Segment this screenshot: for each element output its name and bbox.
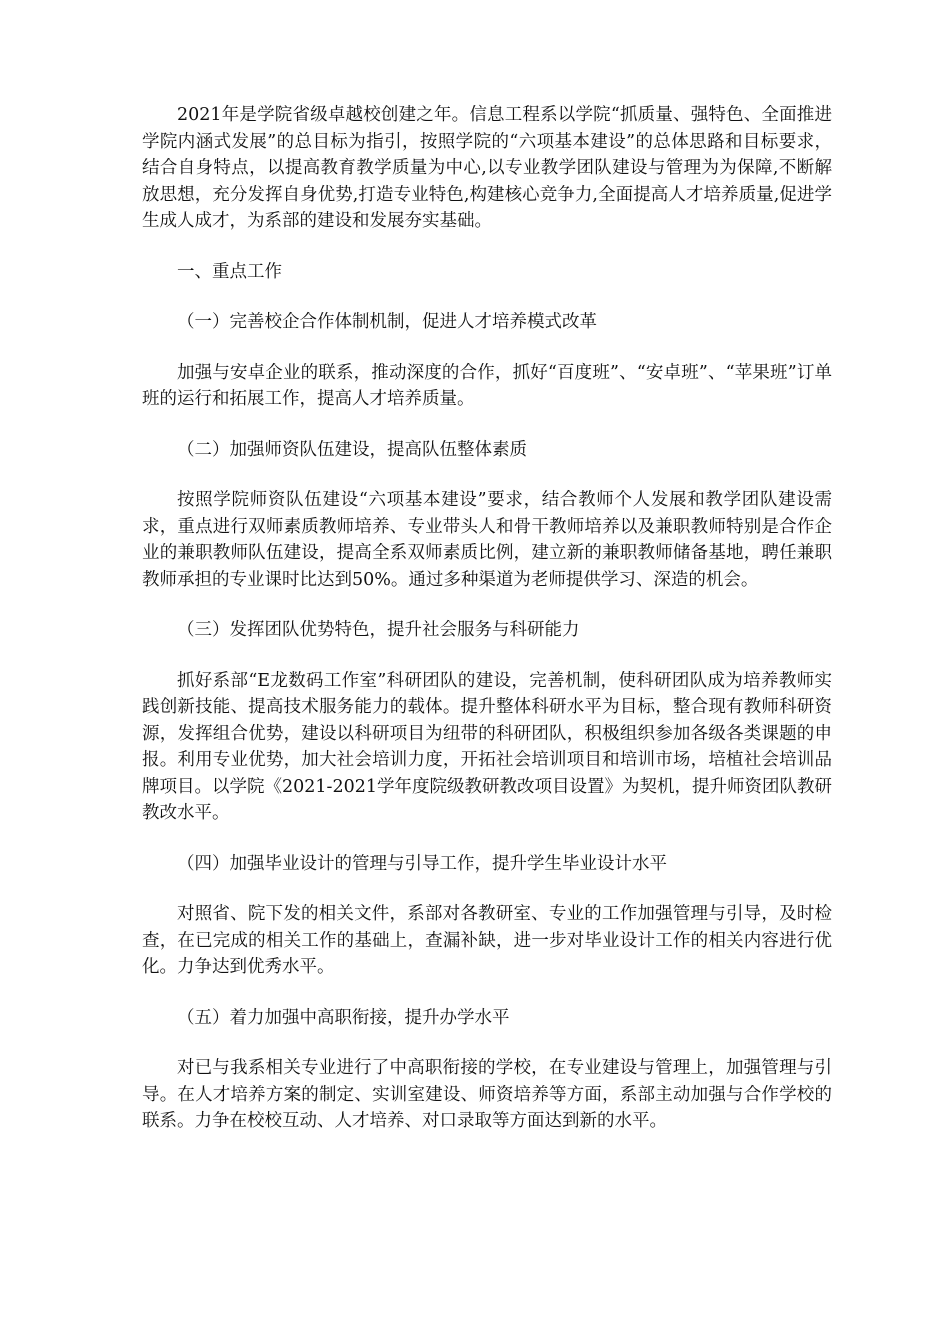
spacer — [142, 1031, 832, 1055]
document-page — [142, 102, 832, 1135]
intro-paragraph: 2021年是学院省级卓越校创建之年。信息工程系以学院“抓质量、强特色、全面推进学院内涵式发展”的总目标为指引，按照学院的“六项基本建设”的总体思路和目标要求，结合自身特点，以提高教育教学质量为中心,以专业教学团队建设与管理为为保障,不断解放思想，充分发挥自身优势,打造专业特色,构建核心竞争力,全面提高人才培养质量,促进学生成人成才，为系部的建设和发展夯实基础。 — [142, 105, 832, 231]
spacer — [142, 877, 832, 901]
spacer — [142, 285, 832, 309]
spacer — [142, 463, 832, 487]
spacer — [142, 413, 832, 437]
item-body-3: 抓好系部“E龙数码工作室”科研团队的建设，完善机制，使科研团队成为培养教师实践创新技能、提高技术服务能力的载体。提升整体科研水平为目标，整合现有教师科研资源，发挥组合优势，建设以科研项目为纽带的科研团队，积极组织参加各级各类课题的申报。利用专业优势，加大社会培训力度，开拓社会培训项目和培训市场，培植社会培训品牌项目。以学院《2021-2021学年度院级教研教改项目设置》为契机，提升师资团队教研教改水平。 — [142, 670, 832, 823]
item-heading-1: （一）完善校企合作体制机制，促进人才培养模式改革 — [177, 312, 597, 332]
item-body-2: 按照学院师资队伍建设“六项基本建设”要求，结合教师个人发展和教学团队建设需求，重点进行双师素质教师培养、专业带头人和骨干教师培养以及兼职教师特别是合作企业的兼职教师队伍建设，提高全系双师素质比例，建立新的兼职教师储备基地，聘任兼职教师承担的专业课时比达到50%。通过多种渠道为老师提供学习、深造的机会。 — [142, 490, 832, 590]
spacer — [142, 827, 832, 851]
spacer — [142, 235, 832, 259]
item-heading-4: （四）加强毕业设计的管理与引导工作，提升学生毕业设计水平 — [177, 853, 667, 874]
item-body-5: 对已与我系相关专业进行了中高职衔接的学校，在专业建设与管理上，加强管理与引导。在人才培养方案的制定、实训室建设、师资培养等方面，系部主动加强与合作学校的联系。力争在校校互动、人才培养、对口录取等方面达到新的水平。 — [142, 1058, 832, 1131]
section-title: 一、重点工作 — [177, 261, 282, 282]
spacer — [142, 593, 832, 617]
spacer — [142, 981, 832, 1005]
item-body-4: 对照省、院下发的相关文件，系部对各教研室、专业的工作加强管理与引导，及时检查，在已完成的相关工作的基础上，查漏补缺，进一步对毕业设计工作的相关内容进行优化。力争达到优秀水平。 — [142, 904, 832, 977]
spacer — [142, 644, 832, 668]
spacer — [142, 336, 832, 360]
item-body-1: 加强与安卓企业的联系，推动深度的合作，抓好“百度班”、“安卓班”、“苹果班”订单班的运行和拓展工作，提高人才培养质量。 — [142, 362, 832, 409]
item-heading-2: （二）加强师资队伍建设，提高队伍整体素质 — [177, 439, 527, 460]
item-heading-5: （五）着力加强中高职衔接，提升办学水平 — [177, 1007, 510, 1028]
item-heading-3: （三）发挥团队优势特色，提升社会服务与科研能力 — [177, 620, 580, 640]
